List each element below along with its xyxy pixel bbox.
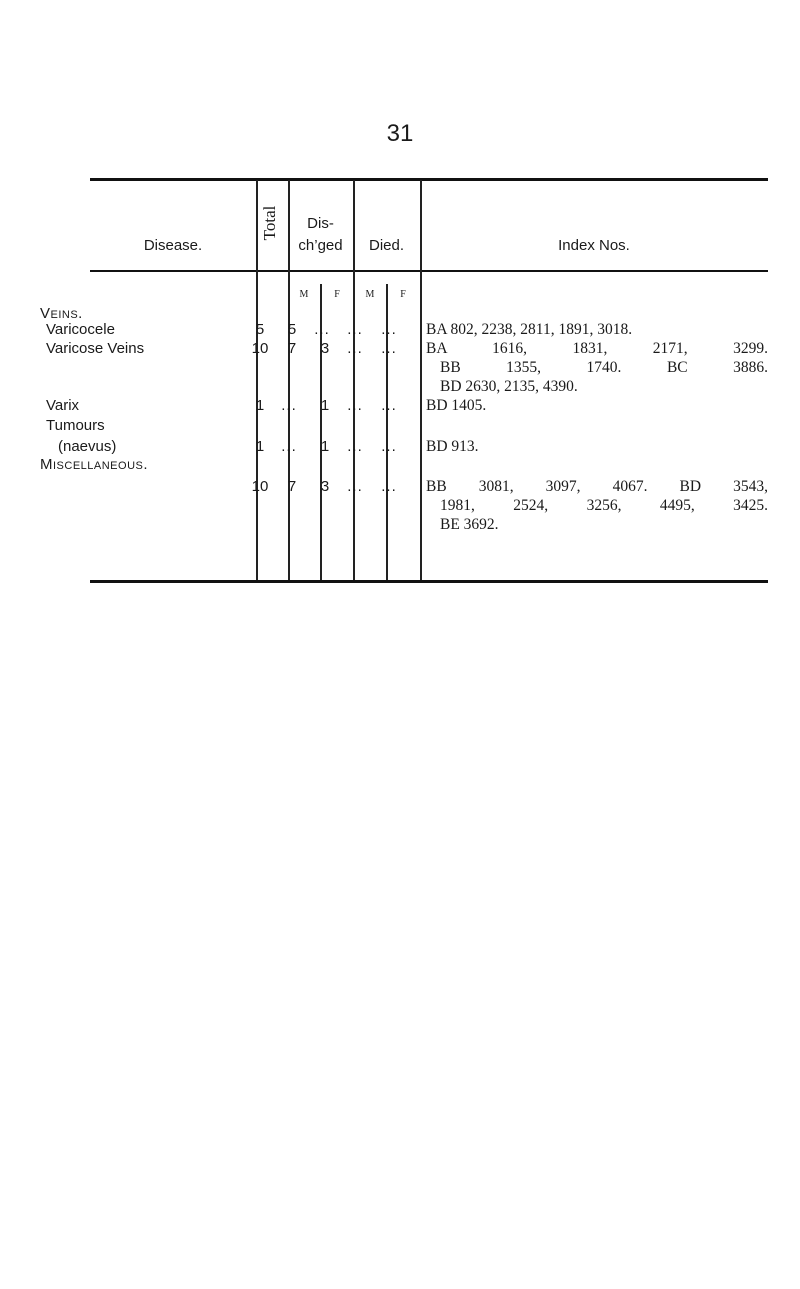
row-died-male: ...	[347, 478, 363, 495]
table-bottom-rule	[90, 580, 768, 583]
row-discharged-female: ...	[314, 321, 330, 338]
row-discharged-female: 3	[320, 478, 330, 495]
index-line: BA 1616, 1831, 2171, 3299.	[426, 340, 768, 357]
row-total: 1	[255, 397, 265, 414]
row-discharged-male: ...	[281, 438, 297, 455]
page-number: 31	[386, 120, 414, 147]
row-died-male: ...	[347, 438, 363, 455]
section-title-miscellaneous: Miscellaneous.	[40, 456, 149, 473]
row-died-female: ...	[381, 397, 397, 414]
index-line: BB 1355, 1740. BC 3886.	[440, 359, 768, 376]
subheader-died-female: F	[400, 289, 406, 300]
row-index-nos	[426, 320, 768, 339]
row-died-male: ...	[347, 340, 363, 357]
row-total: 10	[251, 478, 269, 495]
row-disease: Varicose Veins	[46, 340, 145, 357]
row-disease: Varix	[46, 397, 80, 414]
row-died-female: ...	[381, 438, 397, 455]
header-disease: Disease.	[143, 237, 203, 254]
index-line: BD 1405.	[426, 397, 487, 414]
row-discharged-male: 5	[287, 321, 297, 338]
table-header-rule	[90, 270, 768, 272]
row-died-male: ...	[347, 397, 363, 414]
row-index-nos	[426, 477, 768, 534]
header-discharged-line1: Dis-	[307, 215, 334, 232]
index-line: BE 3692.	[440, 516, 499, 533]
row-discharged-female: 3	[320, 340, 330, 357]
table-top-rule	[90, 178, 768, 181]
row-discharged-female: 1	[320, 397, 330, 414]
row-died-male: ...	[347, 321, 363, 338]
row-discharged-male: 7	[287, 340, 297, 357]
row-discharged-female: 1	[320, 438, 330, 455]
row-total: 5	[255, 321, 265, 338]
index-line: BD 913.	[426, 438, 479, 455]
row-total: 1	[255, 438, 265, 455]
subheader-discharged-male: M	[299, 289, 309, 300]
column-divider-total	[256, 180, 258, 580]
header-died: Died.	[368, 237, 405, 254]
row-died-female: ...	[381, 340, 397, 357]
index-line: BD 2630, 2135, 4390.	[440, 378, 578, 395]
index-line: BB 3081, 3097, 4067. BD 3543,	[426, 478, 768, 495]
row-index-nos	[426, 437, 768, 456]
header-total: Total	[260, 205, 279, 241]
header-index-nos: Index Nos.	[558, 237, 630, 254]
row-discharged-male: 7	[287, 478, 297, 495]
row-died-female: ...	[381, 321, 397, 338]
index-line: BA 802, 2238, 2811, 1891, 3018.	[426, 321, 633, 338]
row-index-nos	[426, 339, 768, 396]
row-died-female: ...	[381, 478, 397, 495]
row-disease: (naevus)	[58, 438, 117, 455]
header-discharged-line2: ch’ged	[298, 237, 343, 254]
subheader-discharged-female: F	[334, 289, 340, 300]
row-discharged-male: ...	[281, 397, 297, 414]
row-disease-heading: Tumours	[46, 417, 105, 434]
index-line: 1981, 2524, 3256, 4495, 3425.	[440, 497, 768, 514]
row-index-nos	[426, 396, 768, 415]
subheader-died-male: M	[365, 289, 375, 300]
row-total: 10	[251, 340, 269, 357]
row-disease: Varicocele	[46, 321, 115, 338]
section-title-veins: Veins.	[40, 305, 83, 322]
